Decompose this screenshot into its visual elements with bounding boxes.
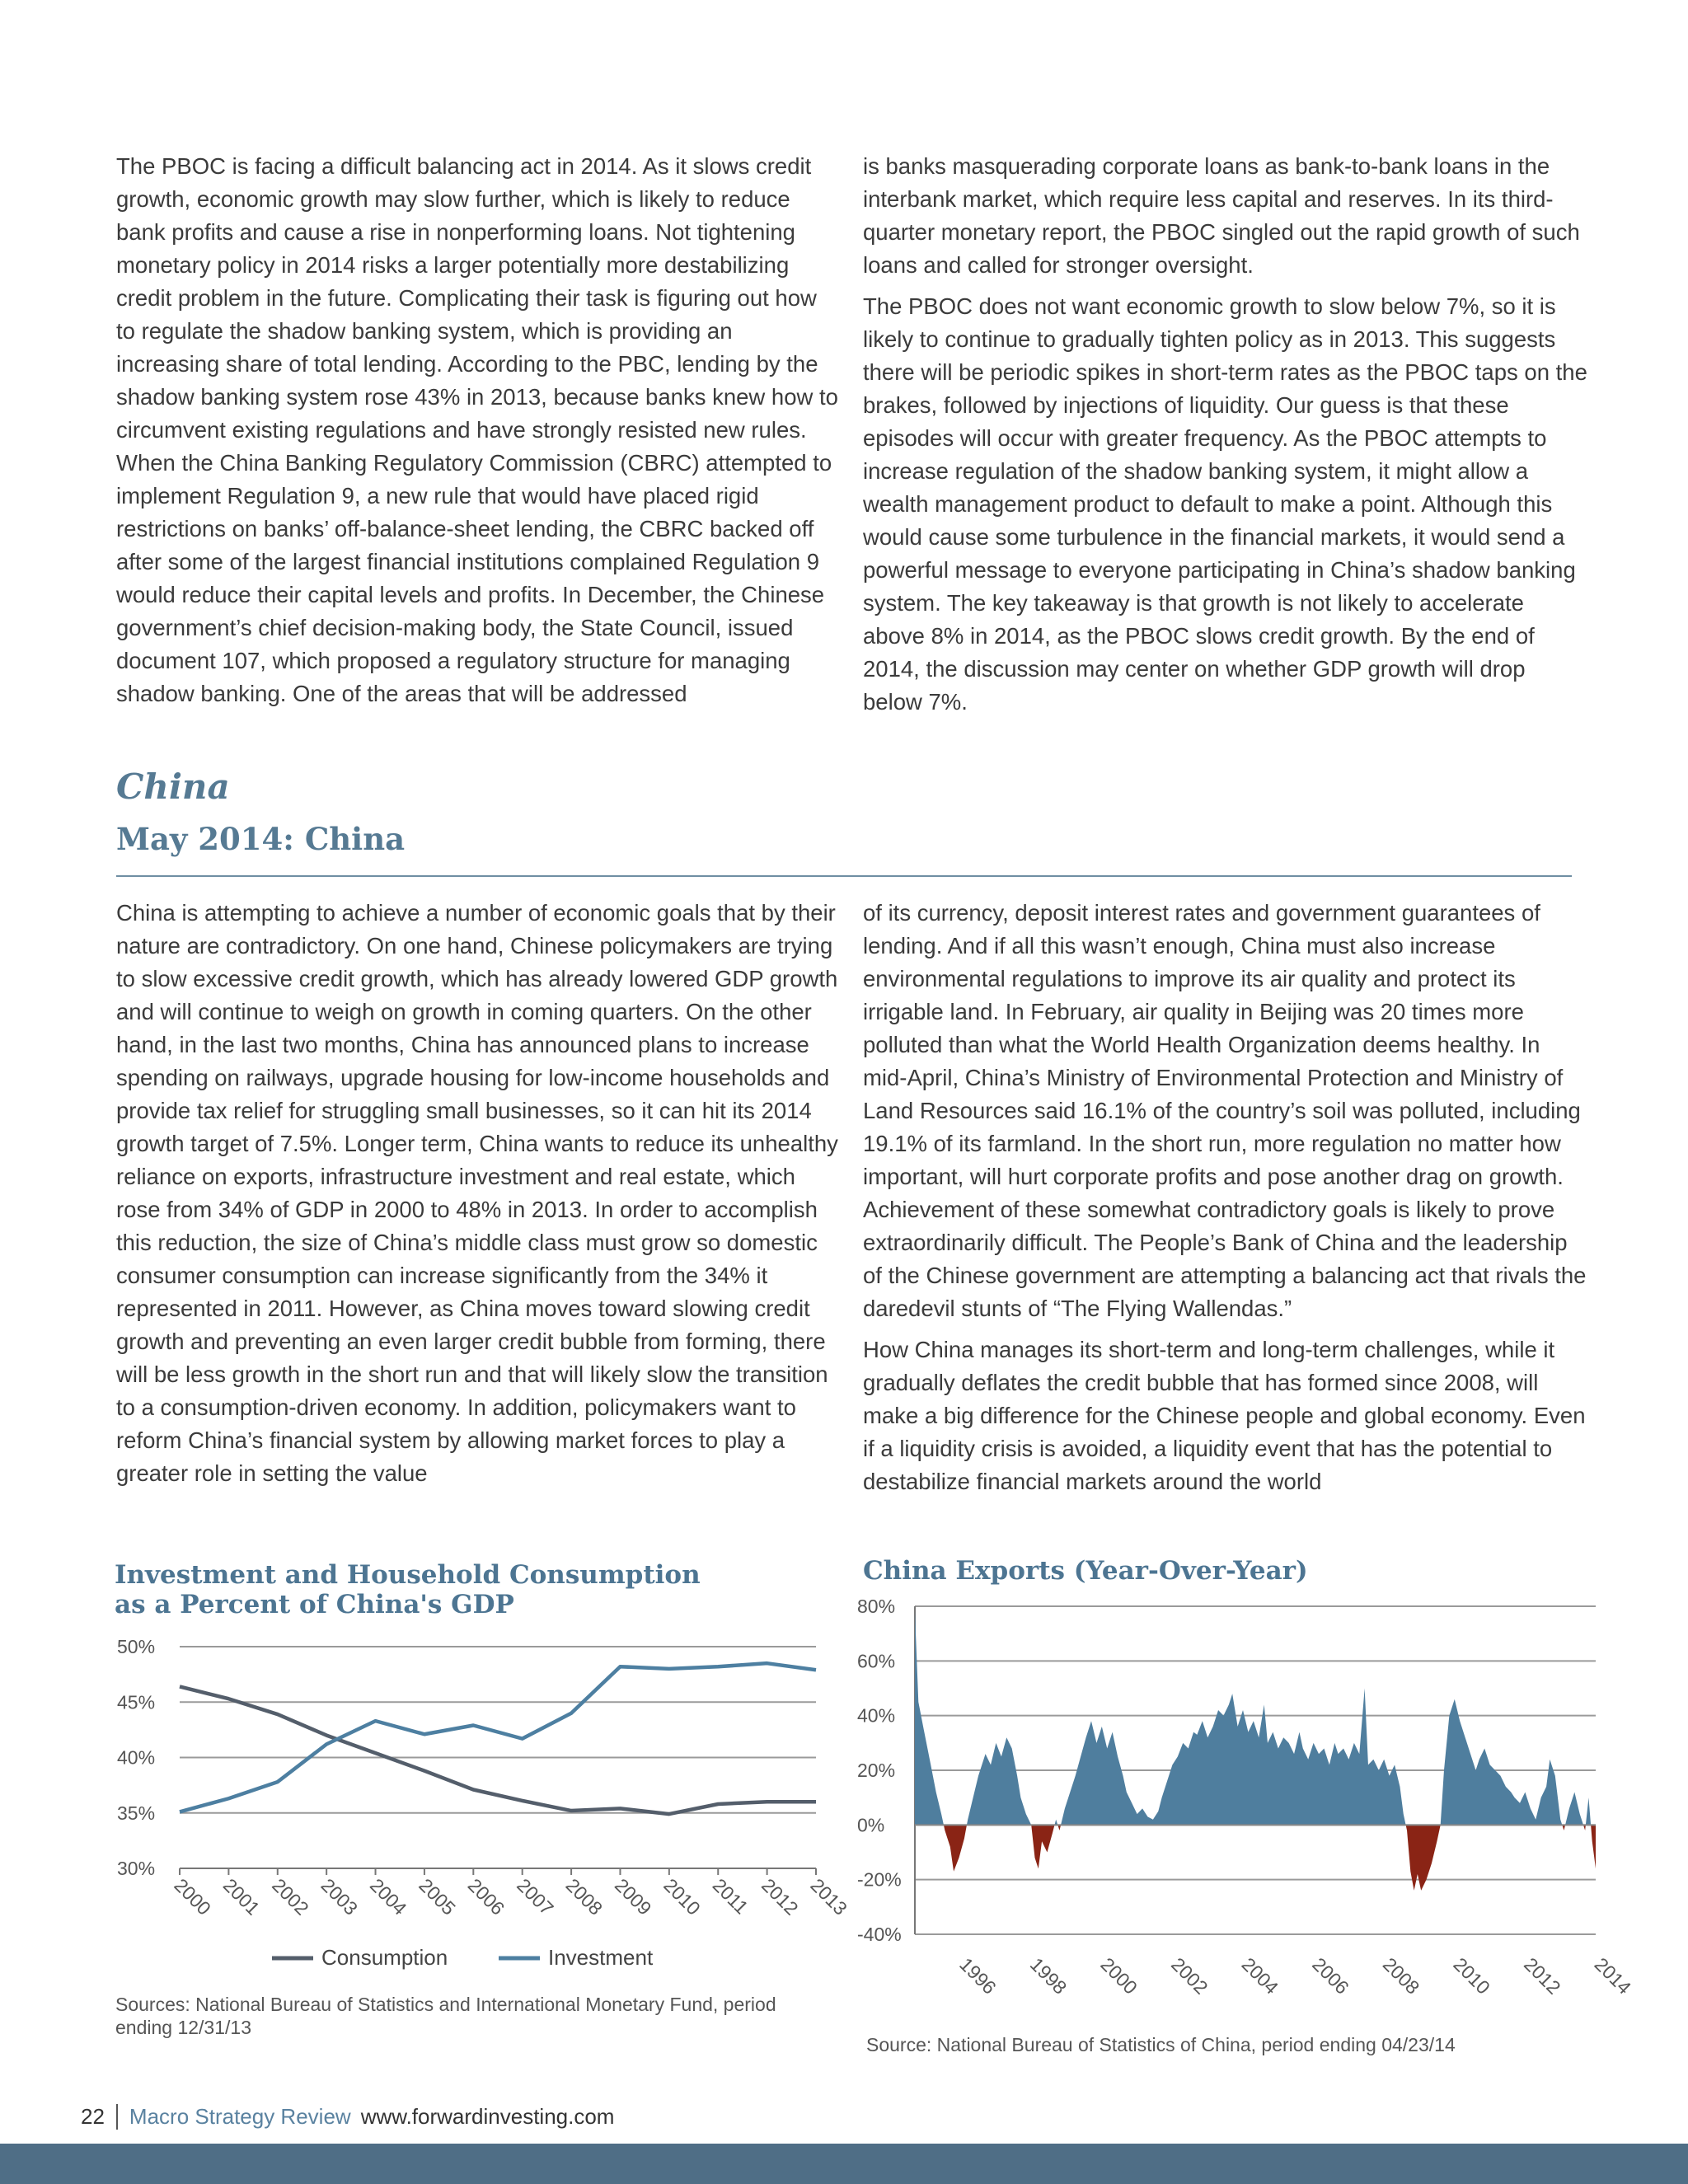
x-tick-label: 2003	[316, 1874, 363, 1919]
paragraph: of its currency, deposit interest rates and government guarantees of lending. And if all this wasn’t enough, China must also increase environmental regulations to improve its air quality and protect its irrigable land. In February, air quality in Beijing was 20 times more polluted than what the World Health Organization deems healthy. In mid-April, China’s Ministry of Environmental Protection and Ministry of Land Resources said 16.1% of the country’s soil was polluted, including 19.1% of its farmland. In the short run, more regulation no matter how important, will hurt corporate profits and pose another drag on growth. Achievement of these somewhat contradictory goals is likely to prove extraordinarily difficult. The People’s Bank of China and the leadership of the Chinese government are attempting a balancing act that rivals the daredevil stunts of “The Flying Wallendas.”	[863, 900, 1587, 1321]
x-tick-label: 2010	[1449, 1953, 1495, 1999]
publication-name: Macro Strategy Review	[129, 2103, 351, 2129]
series-line-consumption	[180, 1686, 816, 1814]
legend-label: Consumption	[321, 1945, 448, 1970]
x-tick-label: 2002	[268, 1874, 313, 1919]
china-exports-area-chart	[857, 1586, 1636, 2023]
top-left-column	[116, 150, 842, 719]
x-tick-label: 2012	[757, 1874, 803, 1919]
x-tick-label: 2008	[561, 1874, 607, 1919]
chart-title-line: Investment and Household Consumption	[115, 1560, 701, 1590]
y-tick-label: -20%	[857, 1868, 902, 1891]
x-tick-label: 2000	[170, 1874, 216, 1919]
body-left-column	[116, 897, 842, 1498]
footer-url[interactable]: www.forwardinvesting.com	[360, 2103, 615, 2129]
x-tick-label: 2005	[415, 1874, 460, 1919]
x-tick-label: 2004	[1237, 1953, 1283, 1999]
y-tick-label: 45%	[117, 1691, 156, 1713]
paragraph: The PBOC is facing a difficult balancing act in 2014. As it slows credit growth, economic growth may slow further, which is likely to reduce bank profits and cause a rise in nonperforming loans. Not tightening monetary policy in 2014 risks a larger potentially more destabilizing credit problem in the future. Complicating their task is figuring out how to regulate the shadow banking system, which is providing an increasing share of total lending. According to the PBC, lending by the shadow banking system rose 43% in 2013, because banks knew how to circumvent existing regulations and have strongly resisted new rules. When the China Banking Regulatory Commission (CBRC) attempted to implement Regulation 9, a new rule that would have placed rigid restrictions on banks’ off-balance-sheet lending, the CBRC backed off after some of the largest financial institutions complained Regulation 9 would reduce their capital levels and profits. In December, the Chinese government’s chief decision-making body, the State Council, issued document 107, which proposed a regulatory structure for managing shadow banking. One of the areas that will be addressed	[116, 153, 838, 706]
chart-source: Source: National Bureau of Statistics of China, period ending 04/23/14	[866, 2034, 1456, 2055]
y-tick-label: 0%	[857, 1814, 885, 1836]
x-tick-label: 2006	[1308, 1953, 1353, 1999]
x-tick-label: 2010	[659, 1874, 705, 1919]
chart-source: Sources: National Bureau of Statistics and International Monetary Fund, period ending 12/31/13	[115, 1994, 776, 2038]
section-title: China	[116, 766, 230, 807]
chart-title	[115, 1560, 790, 1619]
paragraph: China is attempting to achieve a number of economic goals that by their nature are contradictory. On one hand, Chinese policymakers are trying to slow excessive credit growth, which has already lowered GDP growth and will continue to weigh on growth in coming quarters. On the other hand, in the last two months, China has announced plans to increase spending on railways, upgrade housing for low-income households and provide tax relief for struggling small businesses, so it can hit its 2014 growth target of 7.5%. Longer term, China wants to reduce its unhealthy reliance on exports, infrastructure investment and real estate, which rose from 34% of GDP in 2000 to 48% in 2013. In order to accomplish this reduction, the size of China’s middle class must grow so domestic consumer consumption can increase significantly from the 34% it represented in 2011. However, as China moves toward slowing credit growth and preventing an even larger credit bubble from forming, there will be less growth in the short run and that will likely slow the transition to a consumption-driven economy. In addition, policymakers want to reform China’s financial system by allowing market forces to play a greater role in setting the value	[116, 900, 838, 1486]
x-tick-label: 2013	[806, 1874, 852, 1919]
gdp-share-line-chart	[107, 1632, 852, 1986]
positive-area	[915, 1612, 1596, 1891]
chart-title: China Exports (Year-Over-Year)	[863, 1556, 1308, 1586]
y-tick-label: 80%	[857, 1596, 896, 1617]
paragraph: The PBOC does not want economic growth to slow below 7%, so it is likely to continue to gradually tighten policy as in 2013. This suggests there will be periodic spikes in short-term rates as the PBOC taps on the brakes, followed by injections of liquidity. Our guess is that these episodes will occur with greater frequency. As the PBOC attempts to increase regulation of the shadow banking system, it might allow a wealth management product to default to make a point. Although this would cause some turbulence in the financial markets, it would send a powerful message to everyone participating in China’s shadow banking system. The key takeaway is that growth is not likely to accelerate above 8% in 2014, as the PBOC slows credit growth. By the end of 2014, the discussion may center on whether GDP growth will drop below 7%.	[863, 293, 1587, 715]
page-footer	[81, 2102, 614, 2131]
x-tick-label: 2012	[1520, 1953, 1565, 1999]
legend-label: Investment	[548, 1945, 654, 1970]
x-tick-label: 2001	[218, 1874, 265, 1919]
body-right-column	[863, 897, 1588, 1507]
y-tick-label: 40%	[857, 1704, 896, 1727]
x-tick-label: 1996	[955, 1953, 1001, 1999]
x-tick-label: 2014	[1590, 1953, 1636, 1999]
y-tick-label: 60%	[857, 1650, 896, 1672]
bottom-bar	[0, 2144, 1688, 2184]
y-tick-label: -40%	[857, 1924, 902, 1945]
x-tick-label: 1998	[1025, 1953, 1071, 1999]
paragraph: is banks masquerading corporate loans as bank-to-bank loans in the interbank market, which require less capital and reserves. In its third-quarter monetary report, the PBOC singled out the rapid growth of such loans and called for stronger oversight.	[863, 153, 1580, 278]
top-right-column	[863, 150, 1588, 727]
section-divider	[116, 875, 1572, 877]
x-tick-label: 2002	[1167, 1953, 1212, 1999]
y-tick-label: 35%	[117, 1802, 156, 1824]
x-tick-label: 2011	[708, 1874, 753, 1919]
series-line-investment	[180, 1663, 816, 1811]
subsection-title: May 2014: China	[116, 821, 406, 857]
y-tick-label: 20%	[857, 1760, 896, 1781]
x-tick-label: 2009	[610, 1874, 656, 1919]
x-tick-label: 2008	[1378, 1953, 1424, 1999]
x-tick-label: 2004	[366, 1874, 411, 1919]
chart-title-line: as a Percent of China's GDP	[115, 1590, 514, 1619]
y-tick-label: 30%	[117, 1858, 156, 1879]
x-tick-label: 2006	[463, 1874, 509, 1919]
y-tick-label: 40%	[117, 1746, 156, 1769]
x-tick-label: 2000	[1096, 1953, 1142, 1999]
paragraph: How China manages its short-term and long-term challenges, while it gradually deflates the credit bubble that has formed since 2008, will make a big difference for the Chinese people and global economy. Even if a liquidity crisis is avoided, a liquidity event that has the potential to destabilize financial markets around the world	[863, 1337, 1586, 1494]
y-tick-label: 50%	[117, 1636, 156, 1657]
x-tick-label: 2007	[513, 1874, 558, 1919]
page-number: 22	[81, 2104, 118, 2130]
